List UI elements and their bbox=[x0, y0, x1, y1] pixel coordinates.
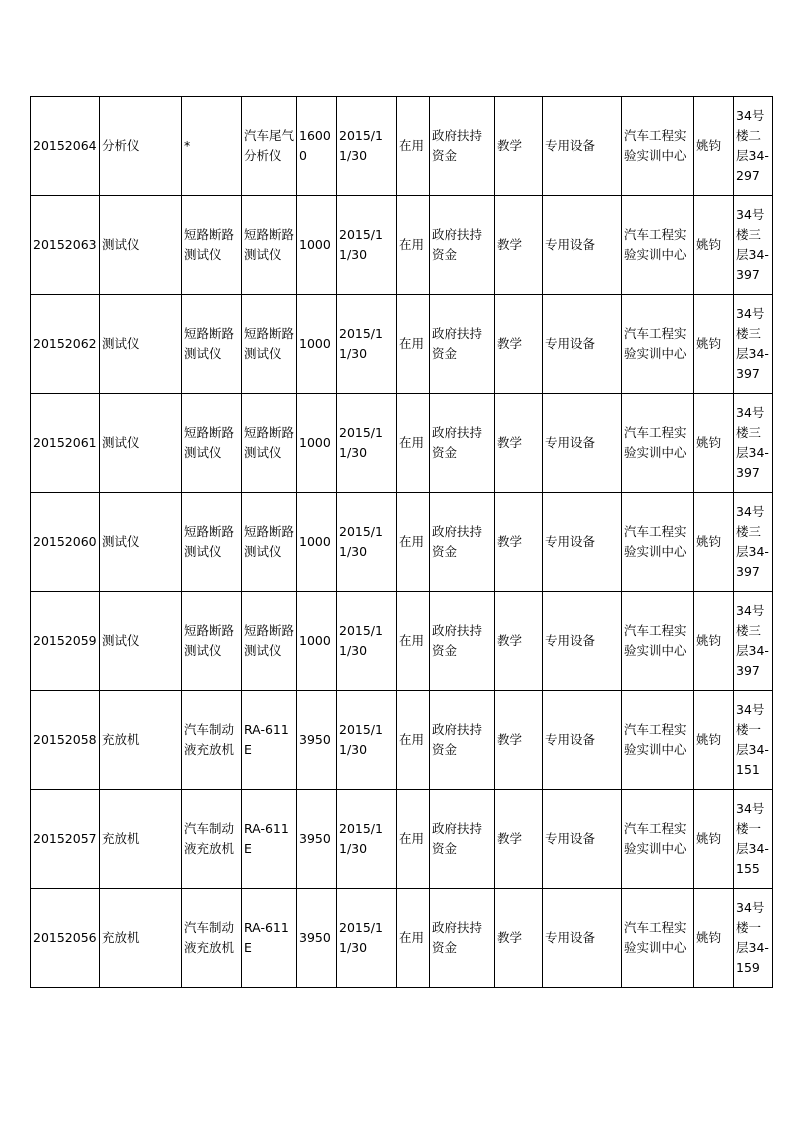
acquire-date-cell: 2015/11/30 bbox=[337, 592, 397, 691]
funding-source-cell: 政府扶持资金 bbox=[430, 295, 495, 394]
asset-name-cell: 测试仪 bbox=[100, 592, 182, 691]
department-cell: 汽车工程实验实训中心 bbox=[622, 196, 694, 295]
table-row bbox=[31, 493, 773, 592]
asset-id-cell: 20152062 bbox=[31, 295, 100, 394]
asset-id-cell: 20152061 bbox=[31, 394, 100, 493]
asset-brand-cell: 短路断路测试仪 bbox=[182, 592, 242, 691]
asset-name-cell: 充放机 bbox=[100, 790, 182, 889]
asset-brand-cell: 汽车制动液充放机 bbox=[182, 691, 242, 790]
funding-source-cell: 政府扶持资金 bbox=[430, 493, 495, 592]
usage-cell: 教学 bbox=[495, 790, 543, 889]
asset-name-cell: 充放机 bbox=[100, 691, 182, 790]
table-row bbox=[31, 97, 773, 196]
asset-id-cell: 20152060 bbox=[31, 493, 100, 592]
asset-model-cell: RA-611E bbox=[242, 790, 297, 889]
asset-table bbox=[30, 96, 773, 988]
asset-brand-cell: 短路断路测试仪 bbox=[182, 295, 242, 394]
location-cell: 34号楼三层34-397 bbox=[734, 196, 773, 295]
asset-id-cell: 20152057 bbox=[31, 790, 100, 889]
asset-model-cell: 短路断路测试仪 bbox=[242, 196, 297, 295]
asset-model-cell: 短路断路测试仪 bbox=[242, 394, 297, 493]
location-cell: 34号楼三层34-397 bbox=[734, 394, 773, 493]
usage-cell: 教学 bbox=[495, 295, 543, 394]
custodian-cell: 姚钧 bbox=[694, 889, 734, 988]
status-cell: 在用 bbox=[397, 97, 430, 196]
asset-price-cell: 1000 bbox=[297, 196, 337, 295]
asset-id-cell: 20152056 bbox=[31, 889, 100, 988]
asset-brand-cell: 短路断路测试仪 bbox=[182, 196, 242, 295]
asset-model-cell: 汽车尾气分析仪 bbox=[242, 97, 297, 196]
location-cell: 34号楼一层34-151 bbox=[734, 691, 773, 790]
usage-cell: 教学 bbox=[495, 691, 543, 790]
department-cell: 汽车工程实验实训中心 bbox=[622, 889, 694, 988]
funding-source-cell: 政府扶持资金 bbox=[430, 790, 495, 889]
table-row bbox=[31, 394, 773, 493]
asset-price-cell: 16000 bbox=[297, 97, 337, 196]
usage-cell: 教学 bbox=[495, 889, 543, 988]
status-cell: 在用 bbox=[397, 592, 430, 691]
funding-source-cell: 政府扶持资金 bbox=[430, 97, 495, 196]
asset-brand-cell: * bbox=[182, 97, 242, 196]
custodian-cell: 姚钧 bbox=[694, 592, 734, 691]
status-cell: 在用 bbox=[397, 493, 430, 592]
location-cell: 34号楼三层34-397 bbox=[734, 493, 773, 592]
custodian-cell: 姚钧 bbox=[694, 97, 734, 196]
asset-name-cell: 测试仪 bbox=[100, 493, 182, 592]
asset-id-cell: 20152063 bbox=[31, 196, 100, 295]
acquire-date-cell: 2015/11/30 bbox=[337, 97, 397, 196]
funding-source-cell: 政府扶持资金 bbox=[430, 592, 495, 691]
custodian-cell: 姚钧 bbox=[694, 196, 734, 295]
asset-name-cell: 分析仪 bbox=[100, 97, 182, 196]
status-cell: 在用 bbox=[397, 295, 430, 394]
status-cell: 在用 bbox=[397, 790, 430, 889]
status-cell: 在用 bbox=[397, 394, 430, 493]
asset-price-cell: 1000 bbox=[297, 493, 337, 592]
asset-name-cell: 充放机 bbox=[100, 889, 182, 988]
asset-id-cell: 20152064 bbox=[31, 97, 100, 196]
funding-source-cell: 政府扶持资金 bbox=[430, 394, 495, 493]
acquire-date-cell: 2015/11/30 bbox=[337, 196, 397, 295]
usage-cell: 教学 bbox=[495, 196, 543, 295]
acquire-date-cell: 2015/11/30 bbox=[337, 691, 397, 790]
asset-name-cell: 测试仪 bbox=[100, 196, 182, 295]
acquire-date-cell: 2015/11/30 bbox=[337, 889, 397, 988]
acquire-date-cell: 2015/11/30 bbox=[337, 493, 397, 592]
asset-brand-cell: 汽车制动液充放机 bbox=[182, 790, 242, 889]
asset-price-cell: 3950 bbox=[297, 691, 337, 790]
funding-source-cell: 政府扶持资金 bbox=[430, 889, 495, 988]
status-cell: 在用 bbox=[397, 691, 430, 790]
usage-cell: 教学 bbox=[495, 97, 543, 196]
department-cell: 汽车工程实验实训中心 bbox=[622, 97, 694, 196]
acquire-date-cell: 2015/11/30 bbox=[337, 394, 397, 493]
asset-brand-cell: 汽车制动液充放机 bbox=[182, 889, 242, 988]
asset-price-cell: 3950 bbox=[297, 889, 337, 988]
asset-name-cell: 测试仪 bbox=[100, 394, 182, 493]
category-cell: 专用设备 bbox=[543, 196, 622, 295]
table-row bbox=[31, 889, 773, 988]
custodian-cell: 姚钧 bbox=[694, 691, 734, 790]
table-row bbox=[31, 295, 773, 394]
department-cell: 汽车工程实验实训中心 bbox=[622, 790, 694, 889]
asset-brand-cell: 短路断路测试仪 bbox=[182, 394, 242, 493]
custodian-cell: 姚钧 bbox=[694, 295, 734, 394]
category-cell: 专用设备 bbox=[543, 493, 622, 592]
asset-rows bbox=[31, 97, 773, 988]
table-row bbox=[31, 691, 773, 790]
asset-id-cell: 20152058 bbox=[31, 691, 100, 790]
usage-cell: 教学 bbox=[495, 592, 543, 691]
department-cell: 汽车工程实验实训中心 bbox=[622, 394, 694, 493]
asset-price-cell: 1000 bbox=[297, 394, 337, 493]
location-cell: 34号楼三层34-397 bbox=[734, 592, 773, 691]
funding-source-cell: 政府扶持资金 bbox=[430, 691, 495, 790]
acquire-date-cell: 2015/11/30 bbox=[337, 790, 397, 889]
category-cell: 专用设备 bbox=[543, 97, 622, 196]
table-row bbox=[31, 196, 773, 295]
custodian-cell: 姚钧 bbox=[694, 394, 734, 493]
location-cell: 34号楼一层34-155 bbox=[734, 790, 773, 889]
table-row bbox=[31, 592, 773, 691]
location-cell: 34号楼二层34-297 bbox=[734, 97, 773, 196]
department-cell: 汽车工程实验实训中心 bbox=[622, 691, 694, 790]
category-cell: 专用设备 bbox=[543, 295, 622, 394]
asset-model-cell: RA-611E bbox=[242, 691, 297, 790]
usage-cell: 教学 bbox=[495, 394, 543, 493]
category-cell: 专用设备 bbox=[543, 790, 622, 889]
asset-model-cell: RA-611E bbox=[242, 889, 297, 988]
category-cell: 专用设备 bbox=[543, 592, 622, 691]
asset-price-cell: 1000 bbox=[297, 295, 337, 394]
asset-model-cell: 短路断路测试仪 bbox=[242, 592, 297, 691]
status-cell: 在用 bbox=[397, 196, 430, 295]
location-cell: 34号楼一层34-159 bbox=[734, 889, 773, 988]
asset-brand-cell: 短路断路测试仪 bbox=[182, 493, 242, 592]
asset-name-cell: 测试仪 bbox=[100, 295, 182, 394]
table-row bbox=[31, 790, 773, 889]
category-cell: 专用设备 bbox=[543, 691, 622, 790]
department-cell: 汽车工程实验实训中心 bbox=[622, 295, 694, 394]
category-cell: 专用设备 bbox=[543, 889, 622, 988]
custodian-cell: 姚钧 bbox=[694, 493, 734, 592]
asset-price-cell: 3950 bbox=[297, 790, 337, 889]
department-cell: 汽车工程实验实训中心 bbox=[622, 592, 694, 691]
status-cell: 在用 bbox=[397, 889, 430, 988]
asset-model-cell: 短路断路测试仪 bbox=[242, 493, 297, 592]
asset-price-cell: 1000 bbox=[297, 592, 337, 691]
acquire-date-cell: 2015/11/30 bbox=[337, 295, 397, 394]
funding-source-cell: 政府扶持资金 bbox=[430, 196, 495, 295]
department-cell: 汽车工程实验实训中心 bbox=[622, 493, 694, 592]
asset-model-cell: 短路断路测试仪 bbox=[242, 295, 297, 394]
category-cell: 专用设备 bbox=[543, 394, 622, 493]
custodian-cell: 姚钧 bbox=[694, 790, 734, 889]
usage-cell: 教学 bbox=[495, 493, 543, 592]
location-cell: 34号楼三层34-397 bbox=[734, 295, 773, 394]
asset-id-cell: 20152059 bbox=[31, 592, 100, 691]
